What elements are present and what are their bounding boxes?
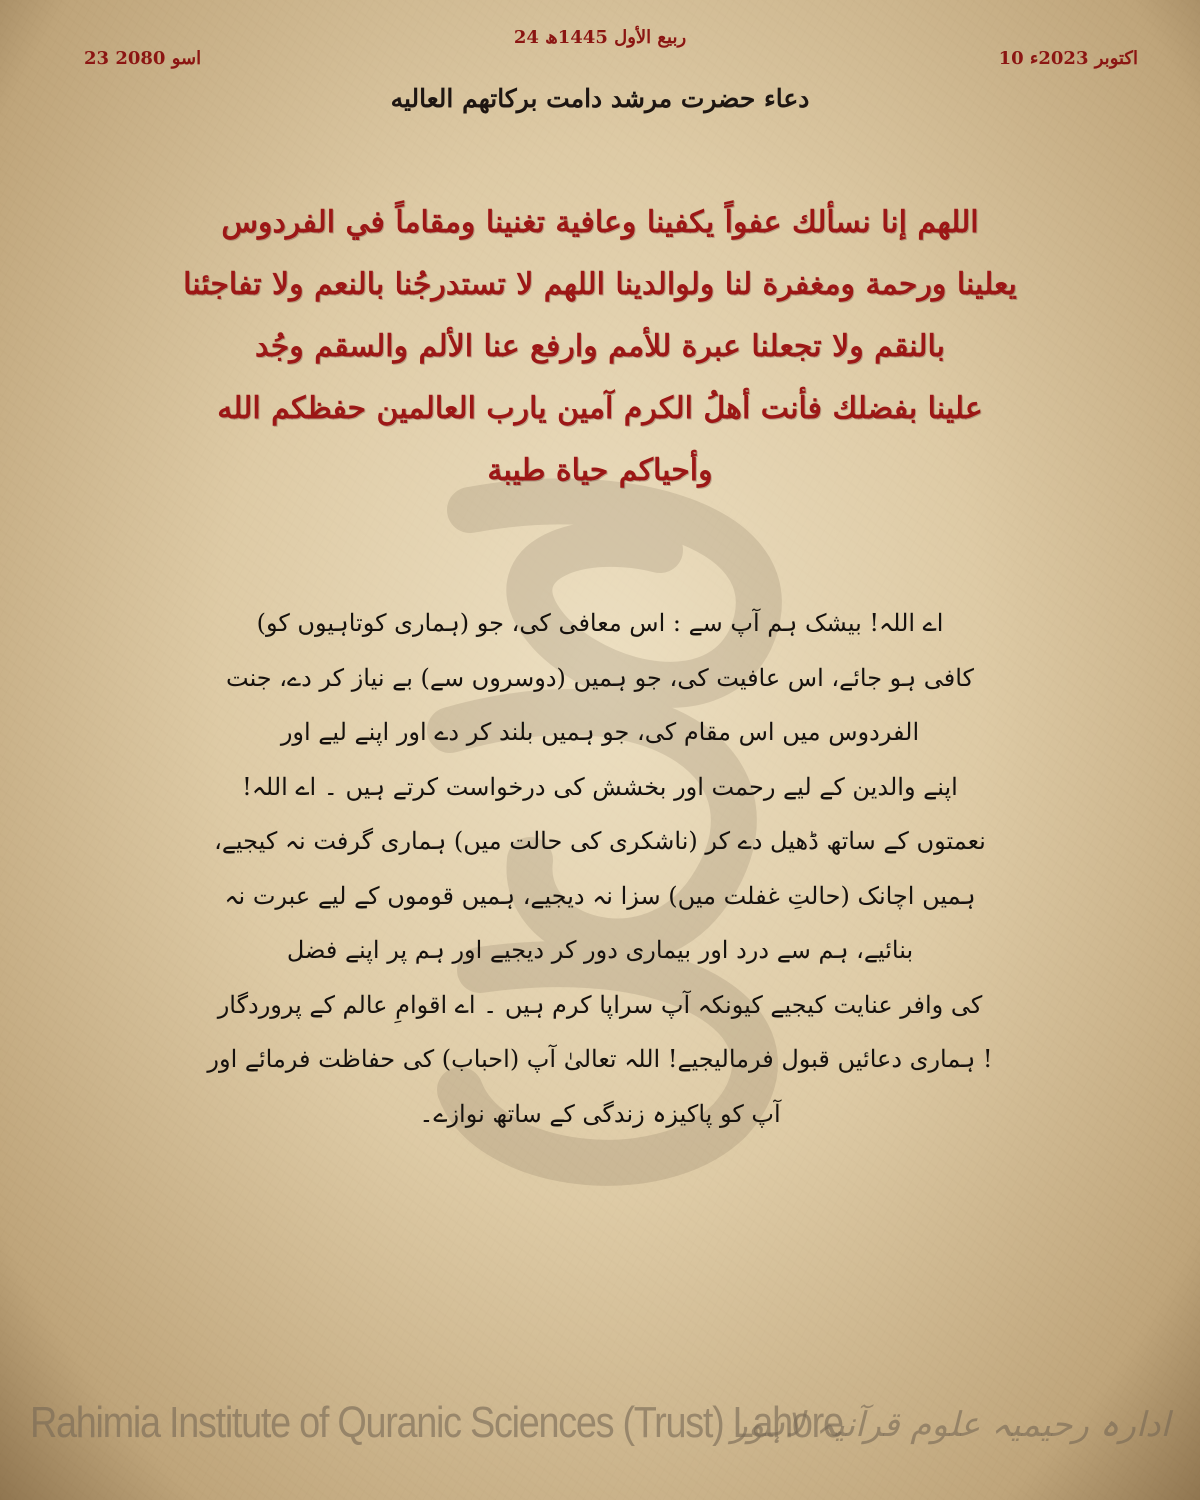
urdu-translation [160, 596, 1040, 1141]
arabic-dua [120, 192, 1080, 502]
institute-calligraphy-logo: ادارہ رحیمیہ علوم قرآنیہ لاہور [731, 1405, 1170, 1445]
arabic-line: يعلينا ورحمة ومغفرة لنا ولوالدينا اللهم لا تستدرجُنا بالنعم ولا تفاجئنا [183, 267, 1017, 302]
date-gregorian: 10 اکتوبر 2023ء [998, 48, 1138, 69]
urdu-line: بنائیے، ہم سے درد اور بیماری دور کر دیجیے اور ہم پر اپنے فضل [286, 936, 914, 964]
urdu-line: کافی ہو جائے، اس عافیت کی، جو ہمیں (دوسروں سے) بے نیاز کر دے، جنت [226, 663, 974, 692]
urdu-line: اپنے والدین کے لیے رحمت اور بخشش کی درخواست کرتے ہیں ۔ اے اللہ! [242, 772, 958, 801]
page-title: دعاء حضرت مرشد دامت برکاتهم العالیه [390, 84, 810, 113]
urdu-line: اے اللہ! بیشک ہم آپ سے : اس معافی کی، جو (ہماری کوتاہیوں کو) [256, 609, 944, 637]
urdu-line: ! ہماری دعائیں قبول فرمالیجیے! اللہ تعالیٰ آپ (احباب) کی حفاظت فرمائے اور [207, 1045, 993, 1073]
urdu-line: الفردوس میں اس مقام کی، جو ہمیں بلند کر دے اور اپنے لیے اور [280, 718, 920, 746]
arabic-line: اللهم إنا نسألك عفواً يكفينا وعافية تغنينا ومقاماً في الفردوس [221, 205, 979, 240]
date-bikrami: 23 اسو 2080 [84, 48, 202, 69]
institute-name-english: Rahimia Institute of Quranic Sciences (Trust) Lahore [30, 1398, 843, 1447]
arabic-line: علينا بفضلك فأنت أهلُ الكرم آمين يارب العالمين حفظكم الله [217, 391, 983, 426]
urdu-line: آپ کو پاکیزہ زندگی کے ساتھ نوازے۔ [419, 1099, 781, 1128]
urdu-line: ہمیں اچانک (حالتِ غفلت میں) سزا نہ دیجیے، ہمیں قوموں کے لیے عبرت نہ [224, 881, 976, 910]
urdu-line: کی وافر عنایت کیجیے کیونکہ آپ سراپا کرم ہیں ۔ اے اقوامِ عالم کے پروردگار [217, 990, 983, 1019]
date-hijri: 24 ربیع الأول 1445ھ [513, 27, 687, 48]
arabic-line: وأحياكم حياة طيبة [487, 453, 713, 488]
arabic-line: بالنقم ولا تجعلنا عبرة للأمم وارفع عنا الألم والسقم وجُد [255, 329, 945, 364]
urdu-line: نعمتوں کے ساتھ ڈھیل دے کر (ناشکری کی حالت میں) ہماری گرفت نہ کیجیے، [214, 827, 986, 855]
